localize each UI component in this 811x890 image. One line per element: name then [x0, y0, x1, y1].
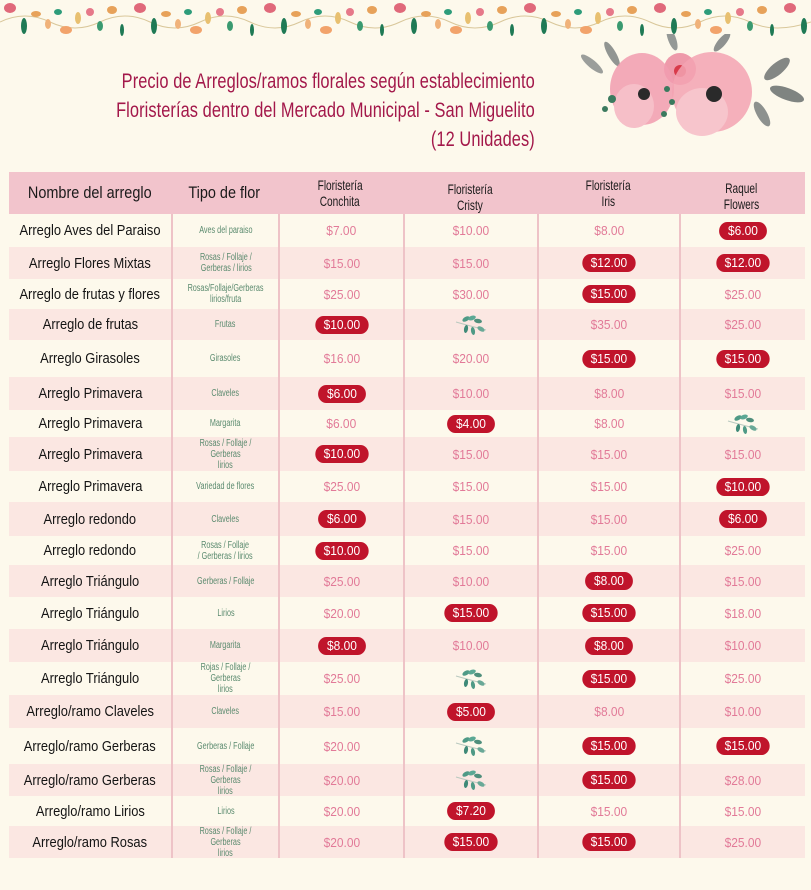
- best-price-badge: $10.00: [716, 478, 769, 496]
- best-price-badge: $10.00: [315, 542, 368, 560]
- price-conchita: [278, 796, 403, 826]
- flower-type: Rosas/Follaje/Gerberas lirios/fruta: [171, 279, 278, 309]
- arrangement-name: Arreglo Triángulo: [40, 670, 140, 687]
- price-value: $25.00: [724, 543, 762, 558]
- price-value: $18.00: [724, 605, 762, 621]
- arrangement-name: Arreglo Flores Mixtas: [29, 254, 151, 272]
- price-raquel: [679, 410, 805, 437]
- price-value: $20.00: [323, 772, 360, 788]
- table-header: [9, 172, 805, 214]
- header-conchita: Floristería Conchita: [318, 177, 363, 209]
- price-value: $8.00: [594, 386, 624, 401]
- price-value: $15.00: [724, 386, 762, 401]
- best-price-badge: $15.00: [716, 737, 769, 755]
- price-value: $15.00: [452, 511, 490, 527]
- price-conchita: [278, 410, 403, 437]
- price-value: $20.00: [323, 803, 360, 819]
- price-cristy: [403, 764, 537, 796]
- price-cristy: [403, 309, 537, 340]
- price-value: $20.00: [452, 351, 490, 366]
- flower-type: Claveles: [171, 695, 278, 728]
- price-raquel: [679, 565, 805, 597]
- price-conchita: [278, 247, 403, 279]
- price-conchita: [278, 340, 403, 377]
- table-body: [9, 214, 805, 858]
- table-row: [9, 695, 805, 728]
- best-price-badge: $15.00: [582, 833, 635, 851]
- arrangement-name: Arreglo Triángulo: [40, 604, 140, 622]
- price-iris: [537, 471, 679, 502]
- price-raquel: [679, 629, 805, 662]
- table-row: [9, 279, 805, 309]
- best-price-badge: $4.00: [447, 415, 495, 433]
- arrangement-name: Arreglo Primavera: [38, 415, 142, 432]
- price-value: $10.00: [724, 638, 762, 653]
- flower-type: Variedad de flores: [171, 471, 278, 502]
- price-raquel: [679, 764, 805, 796]
- price-value: $15.00: [724, 446, 762, 462]
- arrangement-name: Arreglo redondo: [43, 510, 137, 528]
- best-price-badge: $15.00: [582, 285, 635, 303]
- price-conchita: [278, 214, 403, 247]
- price-conchita: [278, 764, 403, 796]
- best-price-badge: $15.00: [582, 771, 635, 789]
- price-iris: [537, 247, 679, 279]
- price-cristy: [403, 728, 537, 764]
- price-value: $25.00: [724, 671, 762, 686]
- watercolor-bouquet-icon: [572, 34, 811, 146]
- price-raquel: [679, 796, 805, 826]
- best-price-badge: $5.00: [447, 703, 495, 721]
- arrangement-name: Arreglo/ramo Gerberas: [24, 737, 156, 755]
- flower-type: Rosas / Follaje / Gerberas lirios: [171, 826, 278, 858]
- price-cristy: [403, 214, 537, 247]
- title-line-2: Floristerías dentro del Mercado Municipal - San Miguelito: [116, 99, 535, 122]
- arrangement-name: Arreglo Triángulo: [40, 637, 140, 654]
- price-raquel: [679, 340, 805, 377]
- price-iris: [537, 695, 679, 728]
- price-value: $15.00: [724, 803, 762, 819]
- price-cristy: [403, 437, 537, 471]
- leaf-sprig-icon: [726, 413, 760, 435]
- price-conchita: [278, 437, 403, 471]
- price-value: $15.00: [590, 446, 628, 462]
- price-raquel: [679, 502, 805, 536]
- flower-type: Lirios: [171, 796, 278, 826]
- price-iris: [537, 309, 679, 340]
- price-iris: [537, 502, 679, 536]
- arrangement-name: Arreglo/ramo Gerberas: [24, 771, 156, 789]
- price-raquel: [679, 279, 805, 309]
- price-value: $15.00: [323, 704, 360, 719]
- best-price-badge: $12.00: [582, 254, 635, 272]
- best-price-badge: $15.00: [716, 350, 769, 368]
- header-iris: Floristería Iris: [585, 177, 631, 209]
- table-row: [9, 410, 805, 437]
- flower-type: Rosas / Follaje / Gerberas / lirios: [171, 536, 278, 565]
- table-row: [9, 826, 805, 858]
- price-conchita: [278, 662, 403, 695]
- table-row: [9, 437, 805, 471]
- price-value: $25.00: [323, 479, 360, 494]
- table-row: [9, 597, 805, 629]
- price-value: $15.00: [452, 479, 490, 494]
- table-row: [9, 340, 805, 377]
- best-price-badge: $10.00: [315, 445, 368, 463]
- price-cristy: [403, 565, 537, 597]
- best-price-badge: $15.00: [582, 737, 635, 755]
- price-value: $6.00: [326, 416, 357, 431]
- arrangement-name: Arreglo Aves del Paraiso: [19, 222, 161, 239]
- price-cristy: [403, 279, 537, 309]
- flower-type: Girasoles: [171, 340, 278, 377]
- price-conchita: [278, 826, 403, 858]
- price-value: $15.00: [452, 255, 490, 271]
- table-row: [9, 728, 805, 764]
- price-iris: [537, 728, 679, 764]
- price-value: $15.00: [590, 479, 628, 494]
- price-value: $25.00: [724, 317, 762, 332]
- price-value: $30.00: [452, 286, 490, 302]
- flower-type: Margarita: [171, 629, 278, 662]
- arrangement-name: Arreglo de frutas: [42, 316, 138, 333]
- price-iris: [537, 377, 679, 410]
- price-iris: [537, 536, 679, 565]
- title-line-1: Precio de Arreglos/ramos florales según establecimiento: [121, 70, 536, 93]
- price-value: $25.00: [323, 671, 360, 686]
- price-table: [9, 172, 805, 858]
- price-conchita: [278, 597, 403, 629]
- arrangement-name: Arreglo Primavera: [38, 445, 142, 463]
- flower-type: Gerberas / Follaje: [171, 565, 278, 597]
- price-cristy: [403, 662, 537, 695]
- price-value: $15.00: [452, 446, 490, 462]
- table-row: [9, 502, 805, 536]
- price-cristy: [403, 502, 537, 536]
- price-conchita: [278, 502, 403, 536]
- price-conchita: [278, 728, 403, 764]
- price-iris: [537, 796, 679, 826]
- price-value: $20.00: [323, 738, 360, 754]
- best-price-badge: $15.00: [582, 670, 635, 688]
- header-tipo: Tipo de flor: [188, 183, 261, 202]
- price-raquel: [679, 309, 805, 340]
- price-value: $20.00: [323, 834, 360, 850]
- price-raquel: [679, 826, 805, 858]
- price-value: $8.00: [594, 416, 624, 431]
- price-iris: [537, 764, 679, 796]
- price-cristy: [403, 629, 537, 662]
- table-row: [9, 471, 805, 502]
- price-raquel: [679, 728, 805, 764]
- price-raquel: [679, 662, 805, 695]
- price-raquel: [679, 597, 805, 629]
- price-cristy: [403, 340, 537, 377]
- price-conchita: [278, 565, 403, 597]
- price-iris: [537, 565, 679, 597]
- page-title: [116, 67, 535, 154]
- price-conchita: [278, 279, 403, 309]
- price-value: $25.00: [724, 834, 762, 850]
- flower-type: Lirios: [171, 597, 278, 629]
- header-cristy: Floristería Cristy: [447, 181, 493, 213]
- title-line-3: (12 Unidades): [431, 128, 535, 151]
- price-iris: [537, 340, 679, 377]
- best-price-badge: $6.00: [318, 385, 366, 403]
- price-value: $20.00: [323, 605, 360, 621]
- flower-type: Rojas / Follaje / Gerberas lirios: [171, 662, 278, 695]
- table-row: [9, 796, 805, 826]
- price-cristy: [403, 695, 537, 728]
- price-value: $10.00: [452, 573, 490, 589]
- leaf-sprig-icon: [454, 668, 488, 690]
- price-raquel: [679, 214, 805, 247]
- best-price-badge: $15.00: [582, 350, 635, 368]
- flower-type: Claveles: [171, 377, 278, 410]
- price-value: $7.00: [326, 223, 357, 238]
- price-raquel: [679, 536, 805, 565]
- price-value: $25.00: [724, 286, 762, 302]
- leaf-sprig-icon: [454, 314, 488, 336]
- price-iris: [537, 279, 679, 309]
- price-conchita: [278, 536, 403, 565]
- price-cristy: [403, 410, 537, 437]
- price-conchita: [278, 309, 403, 340]
- flower-type: Rosas / Follaje / Gerberas lirios: [171, 437, 278, 471]
- leaf-sprig-icon: [454, 735, 488, 757]
- table-row: [9, 214, 805, 247]
- price-value: $28.00: [724, 772, 762, 788]
- price-conchita: [278, 629, 403, 662]
- price-iris: [537, 629, 679, 662]
- table-row: [9, 536, 805, 565]
- flower-type: Gerberas / Follaje: [171, 728, 278, 764]
- price-conchita: [278, 377, 403, 410]
- price-iris: [537, 410, 679, 437]
- leaf-sprig-icon: [454, 769, 488, 791]
- arrangement-name: Arreglo/ramo Rosas: [32, 833, 148, 851]
- arrangement-name: Arreglo Primavera: [38, 385, 142, 402]
- best-price-badge: $6.00: [719, 510, 767, 528]
- arrangement-name: Arreglo Primavera: [38, 478, 142, 495]
- price-raquel: [679, 377, 805, 410]
- table-row: [9, 662, 805, 695]
- price-value: $25.00: [323, 286, 360, 302]
- price-cristy: [403, 597, 537, 629]
- table-row: [9, 629, 805, 662]
- price-cristy: [403, 377, 537, 410]
- flower-type: Rosas / Follaje / Gerberas / lirios: [171, 247, 278, 279]
- price-value: $10.00: [452, 223, 490, 238]
- header-raquel: Raquel Flowers: [724, 180, 760, 212]
- price-value: $16.00: [323, 351, 360, 366]
- best-price-badge: $15.00: [582, 604, 635, 622]
- price-iris: [537, 437, 679, 471]
- price-conchita: [278, 695, 403, 728]
- best-price-badge: $8.00: [585, 637, 633, 655]
- price-raquel: [679, 437, 805, 471]
- price-raquel: [679, 247, 805, 279]
- price-value: $15.00: [590, 803, 628, 819]
- price-value: $25.00: [323, 573, 360, 589]
- price-iris: [537, 826, 679, 858]
- best-price-badge: $8.00: [318, 637, 366, 655]
- price-value: $15.00: [323, 255, 360, 271]
- price-value: $10.00: [452, 386, 490, 401]
- price-value: $15.00: [590, 543, 628, 558]
- price-raquel: [679, 471, 805, 502]
- flower-type: Aves del paraiso: [171, 214, 278, 247]
- price-value: $8.00: [594, 704, 624, 719]
- header-nombre: Nombre del arreglo: [28, 183, 152, 202]
- table-row: [9, 377, 805, 410]
- flower-type: Frutas: [171, 309, 278, 340]
- price-cristy: [403, 471, 537, 502]
- arrangement-name: Arreglo redondo: [43, 542, 137, 559]
- price-iris: [537, 662, 679, 695]
- best-price-badge: $6.00: [318, 510, 366, 528]
- best-price-badge: $12.00: [716, 254, 769, 272]
- table-row: [9, 565, 805, 597]
- best-price-badge: $7.20: [447, 802, 495, 820]
- price-cristy: [403, 536, 537, 565]
- best-price-badge: $15.00: [444, 604, 497, 622]
- best-price-badge: $6.00: [719, 222, 767, 240]
- price-value: $15.00: [724, 573, 762, 589]
- table-row: [9, 764, 805, 796]
- table-row: [9, 309, 805, 340]
- price-raquel: [679, 695, 805, 728]
- price-value: $8.00: [594, 223, 624, 238]
- arrangement-name: Arreglo Girasoles: [40, 350, 140, 367]
- price-conchita: [278, 471, 403, 502]
- arrangement-name: Arreglo Triángulo: [40, 572, 140, 590]
- flower-type: Margarita: [171, 410, 278, 437]
- price-value: $15.00: [452, 543, 490, 558]
- price-value: $35.00: [590, 317, 628, 332]
- price-cristy: [403, 247, 537, 279]
- best-price-badge: $10.00: [315, 316, 368, 334]
- flower-type: Claveles: [171, 502, 278, 536]
- price-iris: [537, 214, 679, 247]
- price-cristy: [403, 826, 537, 858]
- price-value: $10.00: [724, 704, 762, 719]
- price-value: $10.00: [452, 638, 490, 653]
- arrangement-name: Arreglo de frutas y flores: [19, 285, 161, 303]
- table-row: [9, 247, 805, 279]
- best-price-badge: $8.00: [585, 572, 633, 590]
- flower-type: Rosas / Follaje / Gerberas lirios: [171, 764, 278, 796]
- arrangement-name: Arreglo/ramo Claveles: [26, 703, 154, 720]
- price-iris: [537, 597, 679, 629]
- price-cristy: [403, 796, 537, 826]
- arrangement-name: Arreglo/ramo Lirios: [35, 802, 145, 820]
- best-price-badge: $15.00: [444, 833, 497, 851]
- price-value: $15.00: [590, 511, 628, 527]
